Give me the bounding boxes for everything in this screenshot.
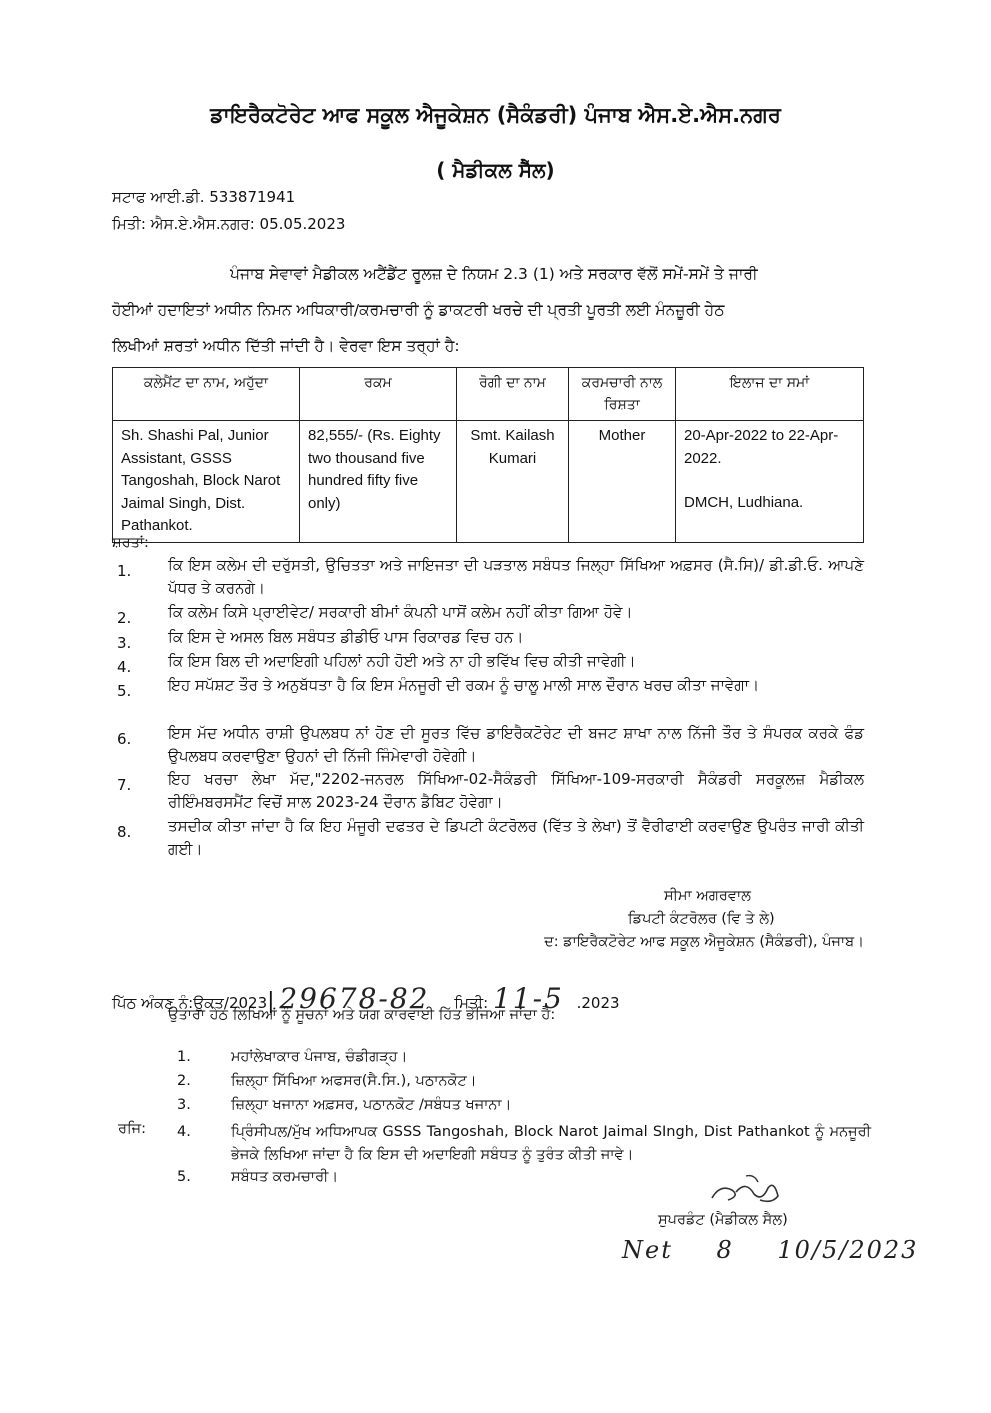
condition-item [112, 674, 864, 720]
copy-forward-line: ਉਤਾਰਾ ਹੇਠ ਲਿਖਿਆਂ ਨੂੰ ਸੂਚਨਾਂ ਅਤੇ ਯੋਗ ਕਾਰਵਾਈ ਹਿੱਤ ਭੇਜਿਆ ਜਾਂਦਾ ਹੈ: [168, 1007, 556, 1023]
conditions-heading: ਸ਼ਰਤਾਂ: [112, 535, 149, 551]
condition-number: 7. [117, 776, 132, 794]
copy-number: 5. [177, 1169, 191, 1185]
condition-text: ਇਹ ਸਪੱਸ਼ਟ ਤੌਰ ਤੇ ਅਨੁਬੱਧਤਾ ਹੈ ਕਿ ਇਸ ਮੰਨਜੂਰੀ ਦੀ ਰਕਮ ਨੂੰ ਚਾਲੂ ਮਾਲੀ ਸਾਲ ਦੌਰਾਨ ਖਰਚ ਕੀਤਾ ਜਾਵੇਗਾ। [168, 676, 760, 694]
condition-text: ਤਸਦੀਕ ਕੀਤਾ ਜਾਂਦਾ ਹੈ ਕਿ ਇਹ ਮੰਜੂਰੀ ਦਫਤਰ ਦੇ ਡਿਪਟੀ ਕੰਟਰੋਲਰ (ਵਿੱਤ ਤੇ ਲੇਖਾ) ਤੋਂ ਵੈਰੀਫਾਈ ਕਰਵਾਉਣ ਉਪਰੰਤ ਜਾਰੀ ਕੀਤੀ ਗਈ। [168, 817, 864, 858]
treatment-dates: 20-Apr-2022 to 22-Apr-2022. [684, 427, 839, 467]
condition-number: 8. [117, 823, 132, 841]
handwritten-verification-note: Net 8 10/5/2023 [622, 1236, 919, 1264]
condition-item [112, 815, 864, 861]
header-claimant: ਕਲੇਮੈਂਟ ਦਾ ਨਾਮ, ਅਹੁੱਦਾ [113, 368, 300, 421]
condition-text: ਇਸ ਮੱਦ ਅਧੀਨ ਰਾਸ਼ੀ ਉਪਲਬਧ ਨਾਂ ਹੋਣ ਦੀ ਸੂਰਤ ਵਿੱਚ ਡਾਇਰੈਕਟੋਰੇਟ ਦੀ ਬਜਟ ਸ਼ਾਖਾ ਨਾਲ ਨਿੱਜੀ ਤੌਰ ਤੇ ਸੰਪਰਕ ਕਰਕੇ ਫੰਡ ਉਪਲਬਧ ਕਰਵਾਉਣਾ ਉਹਨਾਂ ਦੀ ਨਿੱਜੀ ਜਿੰਮੇਵਾਰੀ ਹੋਵੇਗੀ। [168, 724, 864, 765]
endorsement-prefix: ਪਿੱਠ ਅੰਕਣ ਨੰ:ਉਕਤ/2023 [112, 994, 268, 1012]
copy-number: 2. [177, 1073, 191, 1089]
copy-recipient: ਸਬੰਧਤ ਕਰਮਚਾਰੀ। [231, 1169, 339, 1185]
condition-number: 4. [117, 658, 132, 676]
condition-number: 2. [117, 609, 132, 627]
condition-item [112, 768, 864, 814]
amount-cell: 82,555/- (Rs. Eighty two thousand five hundred fifty five only) [300, 421, 457, 543]
table-header-row [113, 368, 864, 421]
header-relation: ਕਰਮਚਾਰੀ ਨਾਲ ਰਿਸ਼ਤਾ [569, 368, 676, 421]
condition-item [112, 601, 864, 625]
condition-item [112, 722, 864, 768]
signatory-name: ਸੀਮਾ ਅਗਰਵਾਲ [664, 888, 751, 904]
header-amount: ਰਕਮ [300, 368, 457, 421]
endorsement-year: .2023 [576, 994, 620, 1012]
condition-number: 1. [117, 562, 132, 580]
hospital-name: DMCH, Ludhiana. [684, 494, 804, 511]
condition-number: 3. [117, 634, 132, 652]
claim-table [112, 367, 864, 543]
relation-cell: Mother [569, 421, 676, 543]
endorsement-line: ਪਿੱਠ ਅੰਕਣ ਨੰ:ਉਕਤ/2023| 29678-82 ਮਿਤੀ: 11-5 .2023 [112, 982, 620, 1015]
condition-text: ਕਿ ਕਲੇਮ ਕਿਸੇ ਪ੍ਰਾਈਵੇਟ/ ਸਰਕਾਰੀ ਬੀਮਾਂ ਕੰਪਨੀ ਪਾਸੋਂ ਕਲੇਮ ਨਹੀਂ ਕੀਤਾ ਗਿਆ ਹੋਵੇ। [168, 603, 633, 621]
issue-date: ਮਿਤੀ: ਐਸ.ਏ.ਐਸ.ਨਗਰ: 05.05.2023 [112, 215, 346, 233]
list-item [177, 1121, 871, 1167]
claimant-cell: Sh. Shashi Pal, Junior Assistant, GSSS Tangoshah, Block Narot Jaimal Singh, Dist. Pathankot. [113, 421, 300, 543]
copy-number: 4. [177, 1124, 191, 1140]
period-cell [676, 421, 864, 543]
copy-recipient: ਜ਼ਿਲ੍ਹਾ ਖਜਾਨਾ ਅਫ਼ਸਰ, ਪਠਾਨਕੋਟ /ਸਬੰਧਤ ਖਜਾਨਾ। [231, 1097, 512, 1113]
handwritten-endorsement-date: 11-5 [492, 982, 564, 1015]
copy-number: 3. [177, 1097, 191, 1113]
condition-text: ਕਿ ਇਸ ਦੇ ਅਸਲ ਬਿਲ ਸਬੰਧਤ ਡੀਡੀਓ ਪਾਸ ਰਿਕਾਰਡ ਵਿਚ ਹਨ। [168, 628, 524, 646]
initials-signature [706, 1170, 786, 1210]
condition-item [112, 554, 864, 600]
registered-label: ਰਜਿ: [118, 1121, 147, 1137]
condition-text: ਇਹ ਖਰਚਾ ਲੇਖਾ ਮੱਦ,"2202-ਜਨਰਲ ਸਿੱਖਿਆ-02-ਸੈਕੰਡਰੀ ਸਿੱਖਿਆ-109-ਸਰਕਾਰੀ ਸੈਕੰਡਰੀ ਸਰਕੂਲਜ਼ ਮੈਡੀਕਲ ਰੀਇੰਮਬਰਸਮੈਂਟ ਵਿਚੋਂ ਸਾਲ 2023-24 ਦੌਰਾਨ ਡੈਬਿਟ ਹੋਵੇਗਾ। [168, 770, 864, 811]
superintendent-title: ਸੁਪਰਡੰਟ (ਮੈਡੀਕਲ ਸੈਲ) [658, 1212, 788, 1228]
condition-text: ਕਿ ਇਸ ਕਲੇਮ ਦੀ ਦਰੁੱਸਤੀ, ਉਚਿਤਤਾ ਅਤੇ ਜਾਇਜਤਾ ਦੀ ਪੜਤਾਲ ਸਬੰਧਤ ਜਿਲ੍ਹਾ ਸਿੱਖਿਆ ਅਫ਼ਸਰ (ਸੈ.ਸਿ)/ ਡੀ.ਡੀ.ਓ. ਆਪਣੇ ਪੱਧਰ ਤੇ ਕਰਨਗੇ। [168, 556, 864, 597]
intro-line-1: ਪੰਜਾਬ ਸੇਵਾਵਾਂ ਮੈਡੀਕਲ ਅਟੈਂਡੈਂਟ ਰੂਲਜ਼ ਦੇ ਨਿਯਮ 2.3 (1) ਅਤੇ ਸਰਕਾਰ ਵੱਲੋਂ ਸਮੇਂ-ਸਮੇਂ ਤੇ ਜਾਰੀ [230, 265, 758, 283]
copy-number: 1. [177, 1049, 191, 1065]
list-item [177, 1049, 871, 1073]
copy-recipient: ਜ਼ਿਲ੍ਹਾ ਸਿੱਖਿਆ ਅਫਸਰ(ਸੈ.ਸਿ.), ਪਠਾਨਕੋਟ। [231, 1073, 477, 1089]
condition-item [112, 650, 864, 674]
copy-recipient: ਪ੍ਰਿੰਸੀਪਲ/ਮੁੱਖ ਅਧਿਆਪਕ GSSS Tangoshah, Block Narot Jaimal SIngh, Dist Pathankot ਨੂੰ ਮਨਜੂਰੀ ਭੇਜਕੇ ਲਿਖਿਆ ਜਾਂਦਾ ਹੈ ਕਿ ਇਸ ਦੀ ਅਦਾਇਗੀ ਸਬੰਧਤ ਨੂੰ ਤੁਰੰਤ ਕੀਤੀ ਜਾਵੇ। [231, 1124, 871, 1163]
intro-paragraph [112, 256, 864, 364]
condition-item [112, 626, 864, 650]
header-treatment-period: ਇਲਾਜ ਦਾ ਸਮਾਂ [676, 368, 864, 421]
condition-number: 6. [117, 730, 132, 748]
table-row [113, 421, 864, 543]
office-title: ਡਾਇਰੈਕਟੋਰੇਟ ਆਫ ਸਕੂਲ ਐਜੂਕੇਸ਼ਨ (ਸੈਕੰਡਰੀ) ਪੰਜਾਬ ਐਸ.ਏ.ਐਸ.ਨਗਰ [210, 103, 781, 127]
cell-name: ( ਮੈਡੀਕਲ ਸੈੱਲ) [436, 158, 555, 182]
signatory-office: ਦ: ਡਾਇਰੈਕਟੋਰੇਟ ਆਫ ਸਕੂਲ ਐਜੂਕੇਸ਼ਨ (ਸੈਕੰਡਰੀ), ਪੰਜਾਬ। [544, 934, 864, 950]
intro-line-2: ਹੋਈਆਂ ਹਦਾਇਤਾਂ ਅਧੀਨ ਨਿਮਨ ਅਧਿਕਾਰੀ/ਕਰਮਚਾਰੀ ਨੂੰ ਡਾਕਟਰੀ ਖਰਚੇ ਦੀ ਪ੍ਰਤੀ ਪੂਰਤੀ ਲਈ ਮੰਨਜ਼ੂਰੀ ਹੇਠ [112, 301, 725, 319]
intro-line-3: ਲਿਖੀਆਂ ਸ਼ਰਤਾਂ ਅਧੀਨ ਦਿੱਤੀ ਜਾਂਦੀ ਹੈ। ਵੇਰਵਾ ਇਸ ਤਰ੍ਹਾਂ ਹੈ: [112, 337, 460, 355]
staff-id: ਸਟਾਫ ਆਈ.ਡੀ. 533871941 [112, 188, 296, 206]
copy-recipient: ਮਹਾਂਲੇਖਾਕਾਰ ਪੰਜਾਬ, ਚੰਡੀਗੜ੍ਹ। [231, 1049, 408, 1065]
condition-number: 5. [117, 682, 132, 700]
header-patient: ਰੋਗੀ ਦਾ ਨਾਮ [457, 368, 569, 421]
condition-text: ਕਿ ਇਸ ਬਿਲ ਦੀ ਅਦਾਇਗੀ ਪਹਿਲਾਂ ਨਹੀ ਹੋਈ ਅਤੇ ਨਾ ਹੀ ਭਵਿੱਖ ਵਿਚ ਕੀਤੀ ਜਾਵੇਗੀ। [168, 652, 636, 670]
endorsement-date-label: ਮਿਤੀ: [454, 994, 489, 1012]
handwritten-endorsement-number: 29678-82 [279, 982, 430, 1015]
list-item [177, 1073, 871, 1097]
signatory-designation: ਡਿਪਟੀ ਕੰਟਰੋਲਰ (ਵਿ ਤੇ ਲੇ) [628, 911, 775, 927]
list-item [177, 1097, 871, 1121]
patient-cell: Smt. Kailash Kumari [457, 421, 569, 543]
